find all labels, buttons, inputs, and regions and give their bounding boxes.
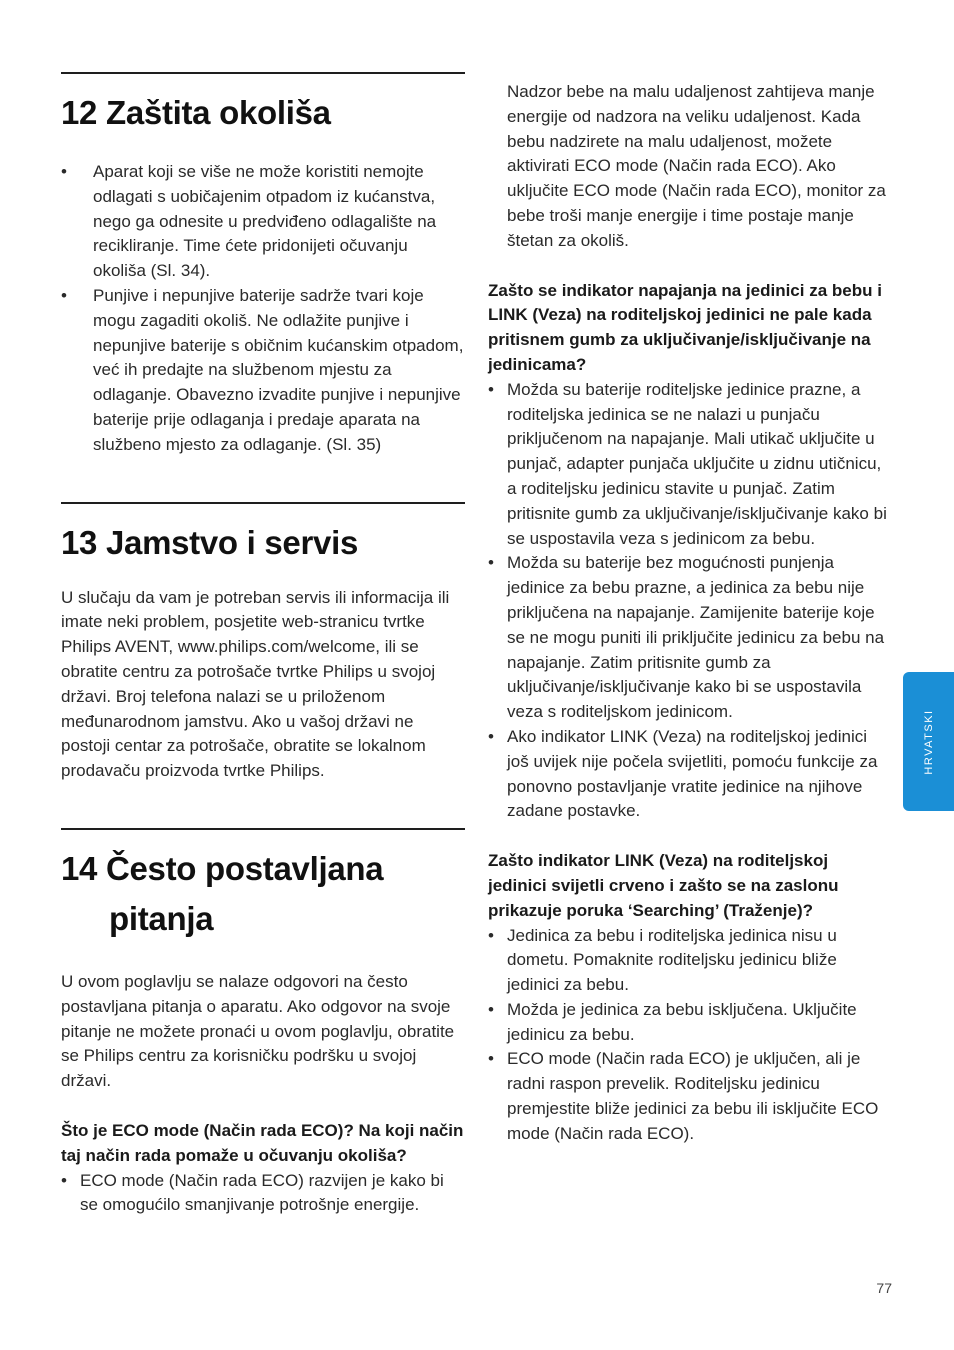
list-item: • Možda su baterije bez mogućnosti punjenja jedinice za bebu prazne, a jedinica za bebu nije priključena na napajanje. Zamijenite baterije koje se ne mogu puniti ili priključite jedinicu za bebu na napajanje. Zatim pritisnite gumb za uključivanje/isključivanje kako bi se uspostavila veza s roditeljskom jedinicom. — [488, 553, 885, 722]
list-item: • ECO mode (Način rada ECO) je uključen, ali je radni raspon prevelik. Roditeljsku jedinicu premjestite bliže jedinici za bebu ili isključite ECO mode (Način rada ECO). — [488, 1049, 879, 1143]
faq-answer-list — [488, 924, 888, 1147]
section-12-list — [61, 160, 465, 458]
section-14-title-line2: pitanja — [109, 899, 214, 937]
list-item: • Aparat koji se više ne može koristiti nemojte odlagati s uobičajenim otpadom iz kućanstva, nego ga odnesite u predviđeno odlagalište na recikliranje. Time ćete pridonijeti očuvanju okoliša (Sl. 34). — [61, 162, 437, 281]
list-item: • Jedinica za bebu i roditeljska jedinica nisu u dometu. Pomaknite roditeljsku jedinicu bliže jedinici za bebu. — [488, 925, 837, 995]
section-13-title: 13 Jamstvo i servis — [61, 523, 359, 561]
language-tab-label: HRVATSKI — [922, 708, 935, 775]
list-item: • Možda je jedinica za bebu isključena. Uključite jedinicu za bebu. — [488, 999, 857, 1044]
list-item: • Punjive i nepunjive baterije sadrže tvari koje mogu zagaditi okoliš. Ne odlažite punjive i nepunjive baterije s običnim kućanskim otpadom, već ih predajte na službenom mjestu za odlaganje. Obavezno izvadite punjive i nepunjive baterije prije odlaganja i predaje aparata na službeno mjesto za odlaganje. (Sl. 35) — [61, 285, 464, 454]
faq-answer-continuation: Nadzor bebe na malu udaljenost zahtijeva manje energije od nadzora na veliku udaljenost. Kada bebu nadzirete na malu udaljenost, možete aktivirati ECO mode (Način rada ECO). Ako uključite ECO mode (Način rada ECO), monitor za bebe troši manje energije i time postaje manje štetan za okoliš. — [507, 82, 886, 250]
section-14-title-line1: 14 Često postavljana — [61, 849, 384, 887]
right-column — [488, 80, 888, 1147]
list-item: • ECO mode (Način rada ECO) razvijen je kako bi se omogućilo smanjivanje potrošnje energije. — [61, 1170, 444, 1215]
faq-question: Zašto se indikator napajanja na jedinici za bebu i LINK (Veza) na roditeljskoj jedinici ne pale kada pritisnem gumb za uključivanje/isključivanje na jedinicama? — [488, 280, 882, 374]
section-divider — [61, 72, 465, 74]
section-14-title — [61, 844, 465, 944]
language-side-tab — [903, 672, 954, 811]
page-number: 77 — [876, 1280, 892, 1296]
section-13-body: U slučaju da vam je potreban servis ili informacija ili imate neki problem, posjetite web-stranicu tvrtke Philips AVENT, www.philips.com/welcome, ili se obratite centru za potrošače tvrtke Philips u svojoj državi. Broj telefona nalazi se u priloženom međunarodnom jamstvu. Ako u vašoj državi ne postoji centar za potrošače, obratite se lokalnom prodavaču proizvoda tvrtke Philips. — [61, 587, 450, 781]
left-column — [61, 72, 465, 1218]
faq-question: Zašto indikator LINK (Veza) na roditeljskoj jedinici svijetli crveno i zašto se na zaslonu prikazuje poruka ‘Searching’ (Traženje)? — [488, 851, 839, 920]
faq-question: Što je ECO mode (Način rada ECO)? Na koji način taj način rada pomaže u očuvanju okoliša? — [61, 1120, 464, 1165]
section-12-title: 12 Zaštita okoliša — [61, 94, 331, 131]
section-divider — [61, 502, 465, 504]
faq-answer-list — [488, 378, 888, 824]
list-item: • Ako indikator LINK (Veza) na roditeljskoj jedinici još uvijek nije počela svijetliti, pomoću funkcije za ponovno postavljanje vratite jedinice na njihove zadane postavke. — [488, 726, 878, 821]
list-item: • Možda su baterije roditeljske jedinice prazne, a roditeljska jedinica se ne nalazi u punjaču priključenom na napajanje. Mali utikač uključite u punjač, adapter punjača uključite u zidnu utičnicu, a roditeljsku jedinicu stavite u punjač. Zatim pritisnite gumb za uključivanje/isključivanje kako bi se uspostavila veza s jedinicom za bebu. — [488, 379, 887, 548]
section-14-intro: U ovom poglavlju se nalaze odgovori na često postavljana pitanja o aparatu. Ako odgovor na svoje pitanje ne možete pronaći u ovom poglavlju, obratite se Philips centru za korisničku podršku u svojoj državi. — [61, 971, 455, 1091]
section-divider — [61, 828, 465, 830]
faq-answer-list — [61, 1169, 465, 1219]
